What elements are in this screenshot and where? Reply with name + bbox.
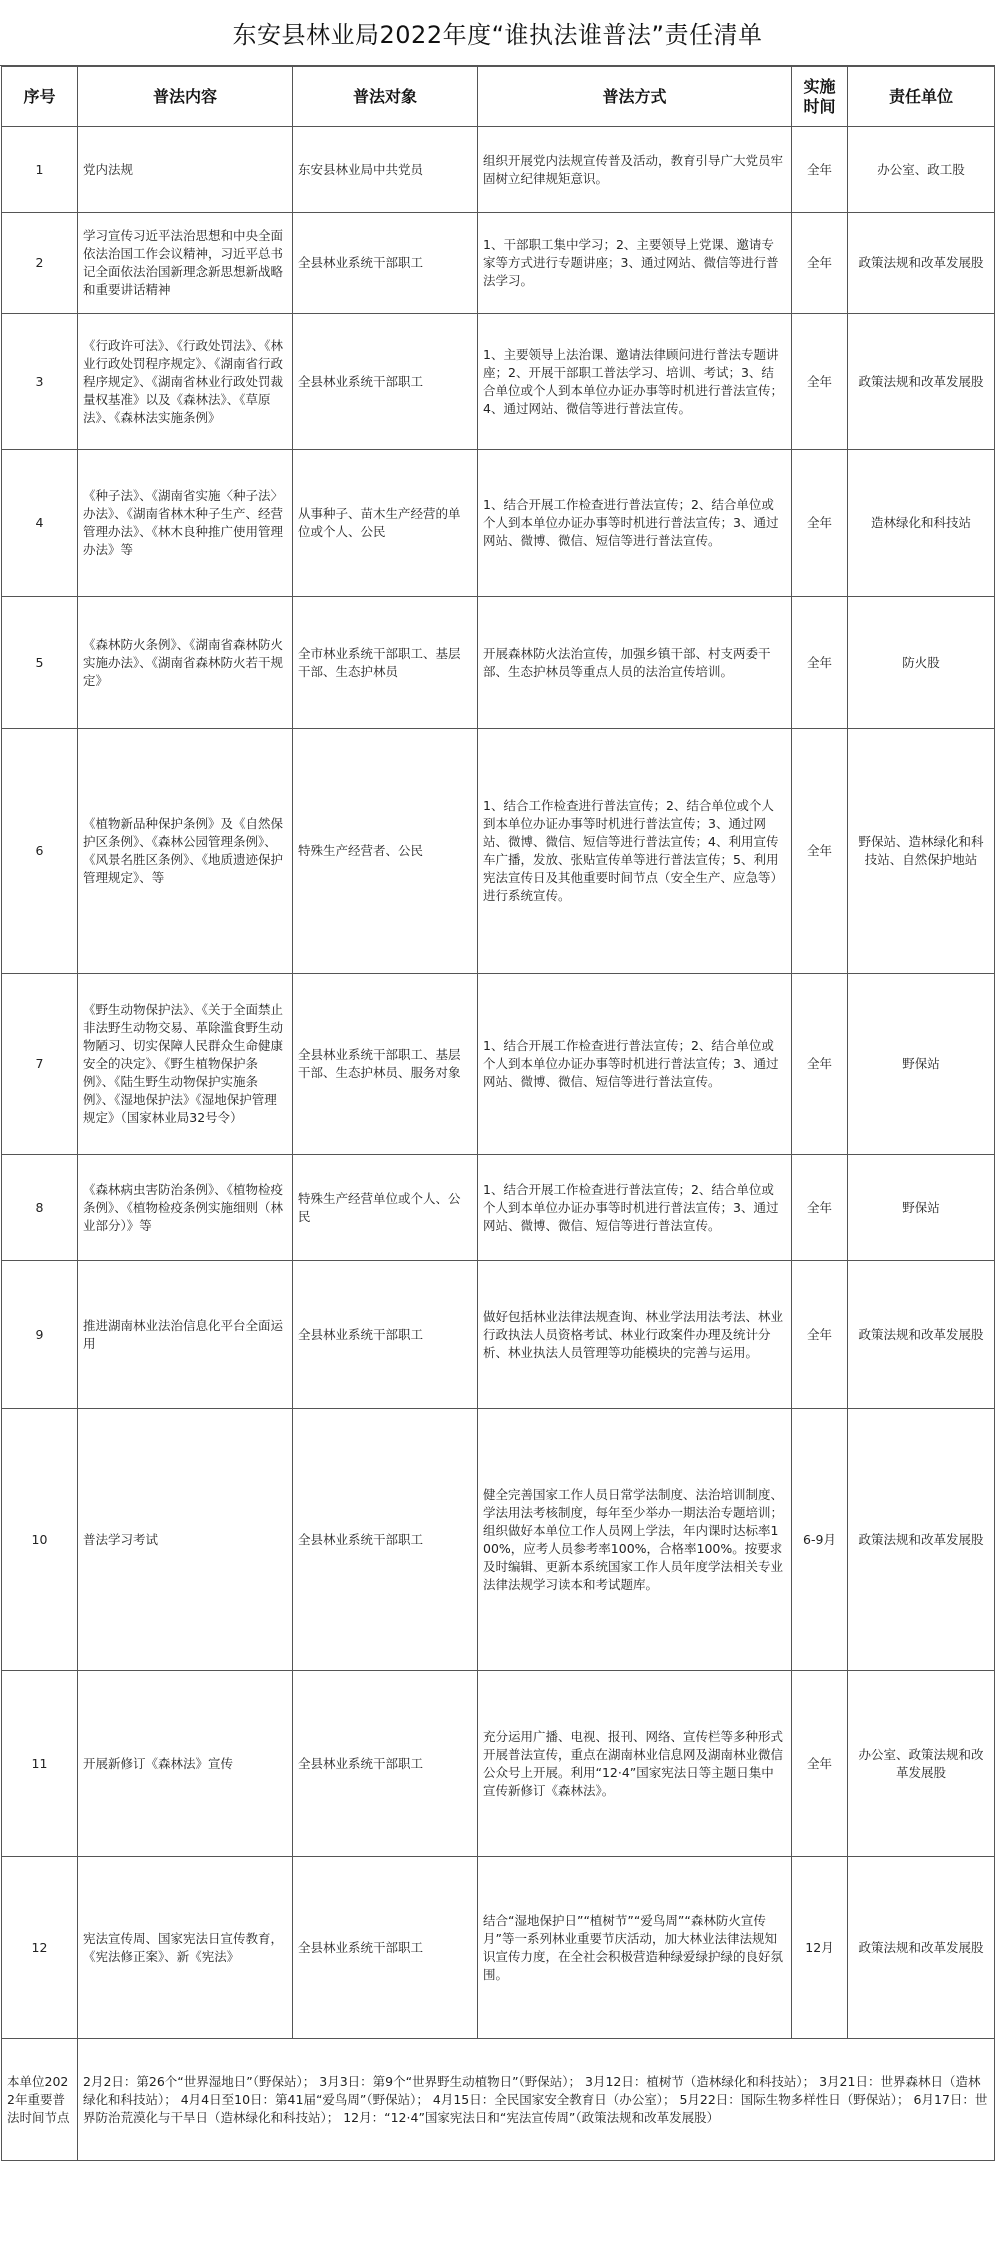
row-content: 党内法规 — [78, 127, 293, 213]
row-method: 健全完善国家工作人员日常学法制度、法治培训制度、学法用法考核制度，每年至少举办一期法治专题培训；组织做好本单位工作人员网上学法，年内课时达标率100%，应考人员参考率100%，合格率100%。按要求及时编辑、更新本系统国家工作人员年度学法相关专业法律法规学习读本和考试题库。 — [478, 1409, 792, 1671]
row-unit: 政策法规和改革发展股 — [848, 1409, 995, 1671]
header-method: 普法方式 — [478, 67, 792, 127]
row-time: 全年 — [792, 213, 848, 314]
row-target: 全县林业系统干部职工 — [293, 314, 478, 450]
table-row — [2, 974, 995, 1155]
row-no: 12 — [2, 1857, 78, 2039]
header-unit: 责任单位 — [848, 67, 995, 127]
row-no: 2 — [2, 213, 78, 314]
table-row — [2, 1155, 995, 1261]
row-no: 7 — [2, 974, 78, 1155]
header-target: 普法对象 — [293, 67, 478, 127]
row-method: 1、干部职工集中学习；2、主要领导上党课、邀请专家等方式进行专题讲座；3、通过网站、微信等进行普法学习。 — [478, 213, 792, 314]
row-unit: 办公室、政工股 — [848, 127, 995, 213]
row-target: 全县林业系统干部职工 — [293, 1671, 478, 1857]
row-target: 全县林业系统干部职工、基层干部、生态护林员、服务对象 — [293, 974, 478, 1155]
row-time: 全年 — [792, 314, 848, 450]
row-content: 宪法宣传周、国家宪法日宣传教育，《宪法修正案》、新《宪法》 — [78, 1857, 293, 2039]
header-row — [2, 67, 995, 127]
row-unit: 野保站 — [848, 974, 995, 1155]
row-method: 1、主要领导上法治课、邀请法律顾问进行普法专题讲座；2、开展干部职工普法学习、培训、考试；3、结合单位或个人到本单位办证办事等时机进行普法宣传；4、通过网站、微信等进行普法宣传。 — [478, 314, 792, 450]
row-method: 开展森林防火法治宣传，加强乡镇干部、村支两委干部、生态护林员等重点人员的法治宣传培训。 — [478, 597, 792, 729]
row-method: 组织开展党内法规宣传普及活动，教育引导广大党员牢固树立纪律规矩意识。 — [478, 127, 792, 213]
header-time: 实施时间 — [792, 67, 848, 127]
row-no: 5 — [2, 597, 78, 729]
row-method: 1、结合开展工作检查进行普法宣传；2、结合单位或个人到本单位办证办事等时机进行普法宣传；3、通过网站、微博、微信、短信等进行普法宣传。 — [478, 1155, 792, 1261]
row-method: 充分运用广播、电视、报刊、网络、宣传栏等多种形式开展普法宣传，重点在湖南林业信息网及湖南林业微信公众号上开展。利用“12·4”国家宪法日等主题日集中宣传新修订《森林法》。 — [478, 1671, 792, 1857]
row-content: 《野生动物保护法》、《关于全面禁止非法野生动物交易、革除滥食野生动物陋习、切实保障人民群众生命健康安全的决定》、《野生植物保护条例》、《陆生野生动物保护实施条例》、《湿地保护法》《湿地保护管理规定》（国家林业局32号令） — [78, 974, 293, 1155]
row-target: 全县林业系统干部职工 — [293, 1409, 478, 1671]
row-content: 普法学习考试 — [78, 1409, 293, 1671]
row-time: 全年 — [792, 974, 848, 1155]
row-content: 《植物新品种保护条例》及《自然保护区条例》、《森林公园管理条例》、《风景名胜区条例》、《地质遗迹保护管理规定》、等 — [78, 729, 293, 974]
table-row — [2, 213, 995, 314]
page-title: 东安县林业局2022年度“谁执法谁普法”责任清单 — [0, 0, 995, 66]
row-target: 特殊生产经营者、公民 — [293, 729, 478, 974]
row-no: 10 — [2, 1409, 78, 1671]
table-row — [2, 1409, 995, 1671]
row-unit: 政策法规和改革发展股 — [848, 314, 995, 450]
time-nodes-row — [2, 2039, 995, 2161]
table-row — [2, 127, 995, 213]
table-row — [2, 1261, 995, 1409]
row-time: 6-9月 — [792, 1409, 848, 1671]
row-time: 全年 — [792, 450, 848, 597]
row-no: 9 — [2, 1261, 78, 1409]
row-no: 11 — [2, 1671, 78, 1857]
row-no: 3 — [2, 314, 78, 450]
row-time: 全年 — [792, 597, 848, 729]
header-no: 序号 — [2, 67, 78, 127]
row-unit: 野保站 — [848, 1155, 995, 1261]
table-row — [2, 1857, 995, 2039]
row-content: 《森林防火条例》、《湖南省森林防火实施办法》、《湖南省森林防火若干规定》 — [78, 597, 293, 729]
row-method: 1、结合开展工作检查进行普法宣传；2、结合单位或个人到本单位办证办事等时机进行普法宣传；3、通过网站、微博、微信、短信等进行普法宣传。 — [478, 974, 792, 1155]
row-time: 12月 — [792, 1857, 848, 2039]
row-target: 东安县林业局中共党员 — [293, 127, 478, 213]
row-method: 结合“湿地保护日”“植树节”“爱鸟周”“森林防火宣传月”等一系列林业重要节庆活动，加大林业法律法规知识宣传力度，在全社会积极营造种绿爱绿护绿的良好氛围。 — [478, 1857, 792, 2039]
row-method: 做好包括林业法律法规查询、林业学法用法考法、林业行政执法人员资格考试、林业行政案件办理及统计分析、林业执法人员管理等功能模块的完善与运用。 — [478, 1261, 792, 1409]
row-unit: 政策法规和改革发展股 — [848, 1261, 995, 1409]
row-method: 1、结合开展工作检查进行普法宣传；2、结合单位或个人到本单位办证办事等时机进行普法宣传；3、通过网站、微博、微信、短信等进行普法宣传。 — [478, 450, 792, 597]
row-content: 《种子法》、《湖南省实施〈种子法〉办法》、《湖南省林木种子生产、经营管理办法》、《林木良种推广使用管理办法》等 — [78, 450, 293, 597]
table-row — [2, 450, 995, 597]
table-row — [2, 1671, 995, 1857]
header-content: 普法内容 — [78, 67, 293, 127]
row-no: 4 — [2, 450, 78, 597]
row-content: 学习宣传习近平法治思想和中央全面依法治国工作会议精神，习近平总书记全面依法治国新理念新思想新战略和重要讲话精神 — [78, 213, 293, 314]
row-no: 8 — [2, 1155, 78, 1261]
row-unit: 办公室、政策法规和改革发展股 — [848, 1671, 995, 1857]
row-unit: 政策法规和改革发展股 — [848, 1857, 995, 2039]
row-content: 《森林病虫害防治条例》、《植物检疫条例》、《植物检疫条例实施细则（林业部分）》等 — [78, 1155, 293, 1261]
time-nodes-label: 本单位2022年重要普法时间节点 — [2, 2039, 78, 2161]
row-time: 全年 — [792, 729, 848, 974]
row-target: 全县林业系统干部职工 — [293, 1261, 478, 1409]
row-target: 全县林业系统干部职工 — [293, 213, 478, 314]
row-time: 全年 — [792, 1155, 848, 1261]
row-content: 《行政许可法》、《行政处罚法》、《林业行政处罚程序规定》、《湖南省行政程序规定》、《湖南省林业行政处罚裁量权基准》以及《森林法》、《草原法》、《森林法实施条例》 — [78, 314, 293, 450]
row-no: 1 — [2, 127, 78, 213]
row-unit: 造林绿化和科技站 — [848, 450, 995, 597]
row-content: 推进湖南林业法治信息化平台全面运用 — [78, 1261, 293, 1409]
row-method: 1、结合工作检查进行普法宣传；2、结合单位或个人到本单位办证办事等时机进行普法宣传；3、通过网站、微博、微信、短信等进行普法宣传；4、利用宣传车广播，发放、张贴宣传单等进行普法宣传；5、利用宪法宣传日及其他重要时间节点（安全生产、应急等）进行系统宣传。 — [478, 729, 792, 974]
row-target: 从事种子、苗木生产经营的单位或个人、公民 — [293, 450, 478, 597]
row-target: 全市林业系统干部职工、基层干部、生态护林员 — [293, 597, 478, 729]
responsibility-table — [1, 66, 995, 2161]
row-no: 6 — [2, 729, 78, 974]
row-content: 开展新修订《森林法》宣传 — [78, 1671, 293, 1857]
table-row — [2, 597, 995, 729]
table-row — [2, 314, 995, 450]
row-time: 全年 — [792, 1261, 848, 1409]
row-target: 特殊生产经营单位或个人、公民 — [293, 1155, 478, 1261]
time-nodes-text: 2月2日：第26个“世界湿地日”（野保站）； 3月3日：第9个“世界野生动植物日”（野保站）； 3月12日：植树节（造林绿化和科技站）； 3月21日：世界森林日（造林绿化和科技站）； 4月4日至10日：第41届“爱鸟周”（野保站）； 4月15日：全民国家安全教育日（办公室）； 5月22日：国际生物多样性日（野保站）； 6月17日：世界防治荒漠化与干旱日（造林绿化和科技站）； 12月：“12·4”国家宪法日和“宪法宣传周”（政策法规和改革发展股） — [78, 2039, 995, 2161]
row-time: 全年 — [792, 127, 848, 213]
table-row — [2, 729, 995, 974]
row-unit: 政策法规和改革发展股 — [848, 213, 995, 314]
row-time: 全年 — [792, 1671, 848, 1857]
row-unit: 野保站、造林绿化和科技站、自然保护地站 — [848, 729, 995, 974]
row-target: 全县林业系统干部职工 — [293, 1857, 478, 2039]
row-unit: 防火股 — [848, 597, 995, 729]
